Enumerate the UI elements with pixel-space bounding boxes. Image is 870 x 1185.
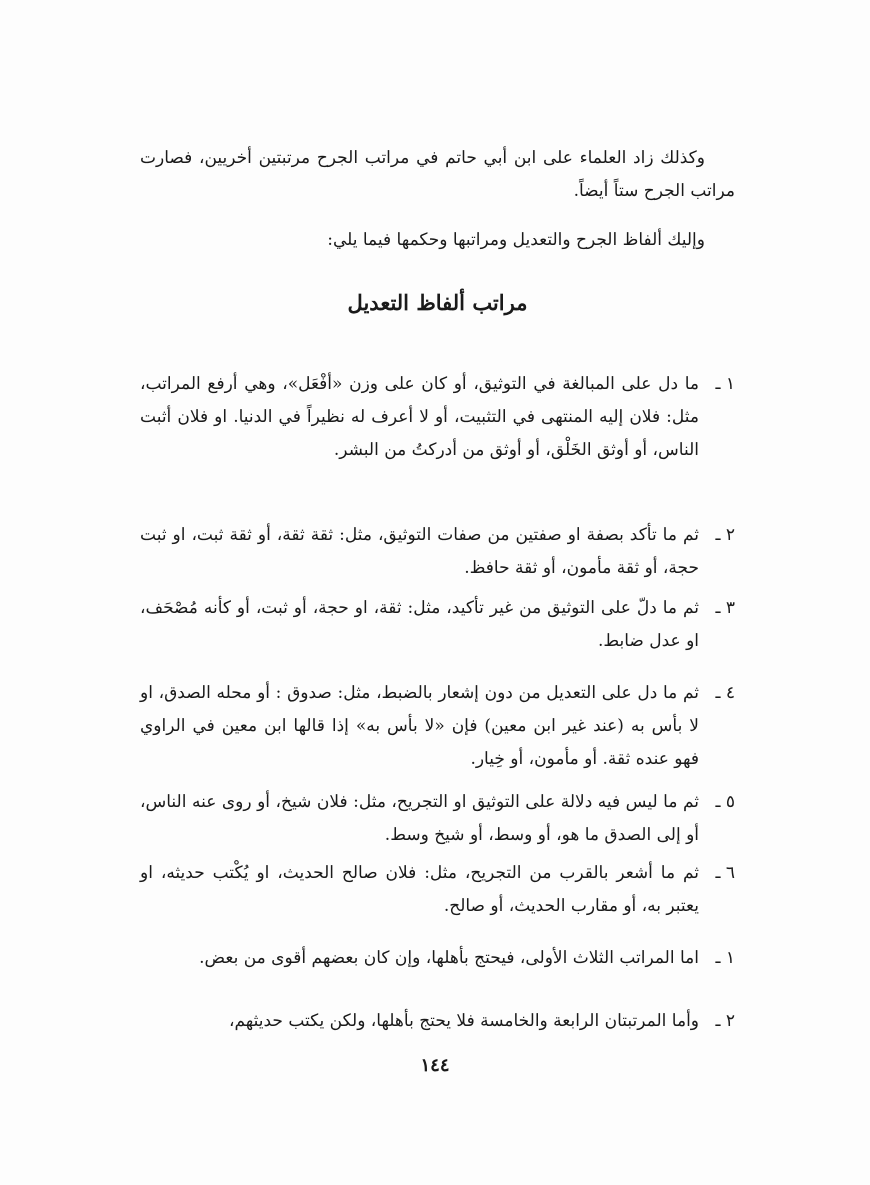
ruling-item-2 bbox=[140, 1005, 735, 1038]
rank-text: ثم ما دل على التعديل من دون إشعار بالضبط، مثل: صدوق : أو محله الصدق، او لا بأس به (عند غير ابن معين) فإن «لا بأس به» إذا قالها ابن معين في الراوي فهو عنده ثقة. أو مأمون، أو خِيار. bbox=[140, 683, 699, 769]
ruling-number: ١ ـ bbox=[715, 948, 735, 968]
rank-item-5 bbox=[140, 786, 735, 852]
rank-text: ثم ما ليس فيه دلالة على التوثيق او التجريح، مثل: فلان شيخ، أو روى عنه الناس، أو إلى الصدق ما هو، أو وسط، أو شيخ وسط. bbox=[140, 792, 699, 845]
rank-text: ثم ما تأكد بصفة او صفتين من صفات التوثيق، مثل: ثقة ثقة، أو ثقة ثبت، او ثبت حجة، أو ثقة مأمون، أو ثقة حافظ. bbox=[140, 525, 699, 578]
section-heading: مراتب ألفاظ التعديل bbox=[347, 290, 528, 315]
rank-item-3 bbox=[140, 592, 735, 658]
intro-paragraph-2: وإليك ألفاظ الجرح والتعديل ومراتبها وحكمها فيما يلي: bbox=[327, 230, 705, 250]
ruling-text: اما المراتب الثلاث الأولى، فيحتج بأهلها، وإن كان بعضهم أقوى من بعض. bbox=[199, 948, 699, 968]
rank-item-1 bbox=[140, 368, 735, 467]
rank-item-4 bbox=[140, 677, 735, 776]
rank-number: ١ ـ bbox=[715, 374, 735, 394]
rank-text: ثم ما أشعر بالقرب من التجريح، مثل: فلان صالح الحديث، او يُكْتب حديثه، او يعتبر به، أو مقارب الحديث، أو صالح. bbox=[140, 863, 699, 916]
ruling-number: ٢ ـ bbox=[715, 1011, 735, 1031]
rank-number: ٤ ـ bbox=[715, 683, 735, 703]
rank-number: ٢ ـ bbox=[715, 525, 735, 545]
rank-item-6 bbox=[140, 857, 735, 923]
page-number: ١٤٤ bbox=[420, 1055, 450, 1076]
rank-number: ٥ ـ bbox=[715, 792, 735, 812]
rank-text: ما دل على المبالغة في التوثيق، أو كان على وزن «أفْعَل»، وهي أرفع المراتب، مثل: فلان إليه المنتهى في التثبيت، أو لا أعرف له نظيراً في الدنيا. او فلان أثبت الناس، أو أوثق الخَلْق، أو أوثق من أدركتُ من البشر. bbox=[140, 374, 699, 460]
rank-text: ثم ما دلّ على التوثيق من غير تأكيد، مثل: ثقة، او حجة، أو ثبت، أو كأنه مُصْحَف، او عدل ضابط. bbox=[140, 598, 699, 651]
rank-item-2 bbox=[140, 519, 735, 585]
intro-paragraph: وكذلك زاد العلماء على ابن أبي حاتم في مراتب الجرح مرتبتين أخريين، فصارت مراتب الجرح ستاً أيضاً. bbox=[140, 148, 735, 201]
ruling-text: وأما المرتبتان الرابعة والخامسة فلا يحتج بأهلها، ولكن يكتب حديثهم، bbox=[229, 1011, 699, 1031]
rank-number: ٣ ـ bbox=[715, 598, 735, 618]
ruling-item-1 bbox=[140, 942, 735, 975]
rank-number: ٦ ـ bbox=[715, 863, 735, 883]
